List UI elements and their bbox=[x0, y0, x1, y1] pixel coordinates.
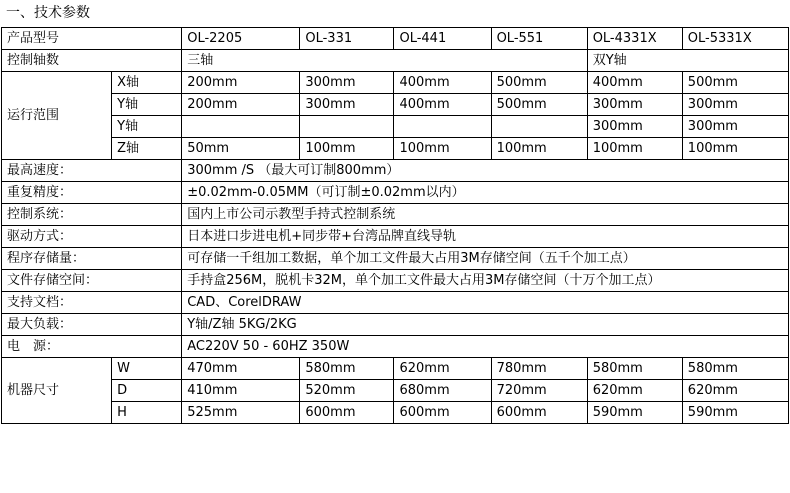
range-y1-cell-5: 300mm bbox=[587, 94, 682, 116]
row-label-supported-files: 支持文档： bbox=[2, 292, 182, 314]
table-row-size-h bbox=[2, 402, 789, 424]
range-y2-cell-3 bbox=[394, 116, 491, 138]
row-value-max-speed: 300mm /S （最大可订制800mm） bbox=[182, 160, 789, 182]
size-sublabel-h: H bbox=[112, 402, 182, 424]
axis-count-value-left: 三轴 bbox=[182, 50, 587, 72]
range-y2-cell-6: 300mm bbox=[682, 116, 788, 138]
range-y1-cell-3: 400mm bbox=[394, 94, 491, 116]
table-row-max-load bbox=[2, 314, 789, 336]
range-y2-cell-2 bbox=[300, 116, 394, 138]
row-value-repeat-accuracy: ±0.02mm-0.05MM（可订制±0.02mm以内） bbox=[182, 182, 789, 204]
range-z-cell-6: 100mm bbox=[682, 138, 788, 160]
technical-parameters-table bbox=[1, 27, 789, 424]
range-sublabel-y2: Y轴 bbox=[112, 116, 182, 138]
size-h-cell-1: 525mm bbox=[182, 402, 300, 424]
size-w-cell-1: 470mm bbox=[182, 358, 300, 380]
page-title: 一、技术参数 bbox=[6, 5, 90, 21]
table-row-repeat-accuracy bbox=[2, 182, 789, 204]
size-d-cell-6: 620mm bbox=[682, 380, 788, 402]
row-label-program-storage: 程序存储量： bbox=[2, 248, 182, 270]
range-y2-cell-5: 300mm bbox=[587, 116, 682, 138]
range-y1-cell-2: 300mm bbox=[300, 94, 394, 116]
row-label-max-speed: 最高速度： bbox=[2, 160, 182, 182]
table-row-program-storage bbox=[2, 248, 789, 270]
size-d-cell-5: 620mm bbox=[587, 380, 682, 402]
row-label-range: 运行范围 bbox=[2, 72, 112, 160]
model-cell-4: OL-551 bbox=[491, 28, 587, 50]
size-d-cell-1: 410mm bbox=[182, 380, 300, 402]
range-x-cell-3: 400mm bbox=[394, 72, 491, 94]
table-row-range-x bbox=[2, 72, 789, 94]
range-sublabel-x: X轴 bbox=[112, 72, 182, 94]
range-z-cell-4: 100mm bbox=[491, 138, 587, 160]
size-w-cell-4: 780mm bbox=[491, 358, 587, 380]
table-row-power bbox=[2, 336, 789, 358]
row-value-file-storage: 手持盒256M，脱机卡32M，单个加工文件最大占用3M存储空间（十万个加工点） bbox=[182, 270, 789, 292]
row-label-max-load: 最大负载： bbox=[2, 314, 182, 336]
range-z-cell-2: 100mm bbox=[300, 138, 394, 160]
model-cell-2: OL-331 bbox=[300, 28, 394, 50]
range-x-cell-6: 500mm bbox=[682, 72, 788, 94]
size-w-cell-2: 580mm bbox=[300, 358, 394, 380]
table-row-size-d bbox=[2, 380, 789, 402]
range-y1-cell-6: 300mm bbox=[682, 94, 788, 116]
range-x-cell-4: 500mm bbox=[491, 72, 587, 94]
row-label-control-system: 控制系统： bbox=[2, 204, 182, 226]
range-z-cell-1: 50mm bbox=[182, 138, 300, 160]
range-z-cell-5: 100mm bbox=[587, 138, 682, 160]
model-cell-5: OL-4331X bbox=[587, 28, 682, 50]
range-x-cell-5: 400mm bbox=[587, 72, 682, 94]
range-sublabel-y1: Y轴 bbox=[112, 94, 182, 116]
size-h-cell-2: 600mm bbox=[300, 402, 394, 424]
size-h-cell-5: 590mm bbox=[587, 402, 682, 424]
size-d-cell-4: 720mm bbox=[491, 380, 587, 402]
row-value-control-system: 国内上市公司示教型手持式控制系统 bbox=[182, 204, 789, 226]
size-sublabel-w: W bbox=[112, 358, 182, 380]
range-x-cell-1: 200mm bbox=[182, 72, 300, 94]
row-label-file-storage: 文件存储空间： bbox=[2, 270, 182, 292]
row-label-power: 电 源： bbox=[2, 336, 182, 358]
model-cell-1: OL-2205 bbox=[182, 28, 300, 50]
row-label-drive-mode: 驱动方式： bbox=[2, 226, 182, 248]
row-label-repeat-accuracy: 重复精度： bbox=[2, 182, 182, 204]
table-row-range-y2 bbox=[2, 116, 789, 138]
table-row-range-y1 bbox=[2, 94, 789, 116]
size-h-cell-4: 600mm bbox=[491, 402, 587, 424]
size-h-cell-3: 600mm bbox=[394, 402, 491, 424]
row-value-supported-files: CAD、CorelDRAW bbox=[182, 292, 789, 314]
size-w-cell-3: 620mm bbox=[394, 358, 491, 380]
row-value-power: AC220V 50 - 60HZ 350W bbox=[182, 336, 789, 358]
row-label-size: 机器尺寸 bbox=[2, 358, 112, 424]
axis-count-value-right: 双Y轴 bbox=[587, 50, 788, 72]
table-row-drive-mode bbox=[2, 226, 789, 248]
row-value-drive-mode: 日本进口步进电机+同步带+台湾品牌直线导轨 bbox=[182, 226, 789, 248]
row-label-model: 产品型号 bbox=[2, 28, 182, 50]
row-label-axis-count: 控制轴数 bbox=[2, 50, 182, 72]
table-row-range-z bbox=[2, 138, 789, 160]
size-w-cell-5: 580mm bbox=[587, 358, 682, 380]
size-d-cell-3: 680mm bbox=[394, 380, 491, 402]
table-row-max-speed bbox=[2, 160, 789, 182]
row-value-max-load: Y轴/Z轴 5KG/2KG bbox=[182, 314, 789, 336]
row-value-program-storage: 可存储一千组加工数据，单个加工文件最大占用3M存储空间（五千个加工点） bbox=[182, 248, 789, 270]
range-sublabel-z: Z轴 bbox=[112, 138, 182, 160]
table-row-file-storage bbox=[2, 270, 789, 292]
model-cell-3: OL-441 bbox=[394, 28, 491, 50]
range-z-cell-3: 100mm bbox=[394, 138, 491, 160]
table-row-supported-files bbox=[2, 292, 789, 314]
model-cell-6: OL-5331X bbox=[682, 28, 788, 50]
range-y1-cell-1: 200mm bbox=[182, 94, 300, 116]
range-y2-cell-4 bbox=[491, 116, 587, 138]
table-row-size-w bbox=[2, 358, 789, 380]
range-y2-cell-1 bbox=[182, 116, 300, 138]
size-h-cell-6: 590mm bbox=[682, 402, 788, 424]
table-row-model bbox=[2, 28, 789, 50]
size-sublabel-d: D bbox=[112, 380, 182, 402]
table-row-axis-count bbox=[2, 50, 789, 72]
range-x-cell-2: 300mm bbox=[300, 72, 394, 94]
size-w-cell-6: 580mm bbox=[682, 358, 788, 380]
table-row-control-system bbox=[2, 204, 789, 226]
range-y1-cell-4: 500mm bbox=[491, 94, 587, 116]
size-d-cell-2: 520mm bbox=[300, 380, 394, 402]
